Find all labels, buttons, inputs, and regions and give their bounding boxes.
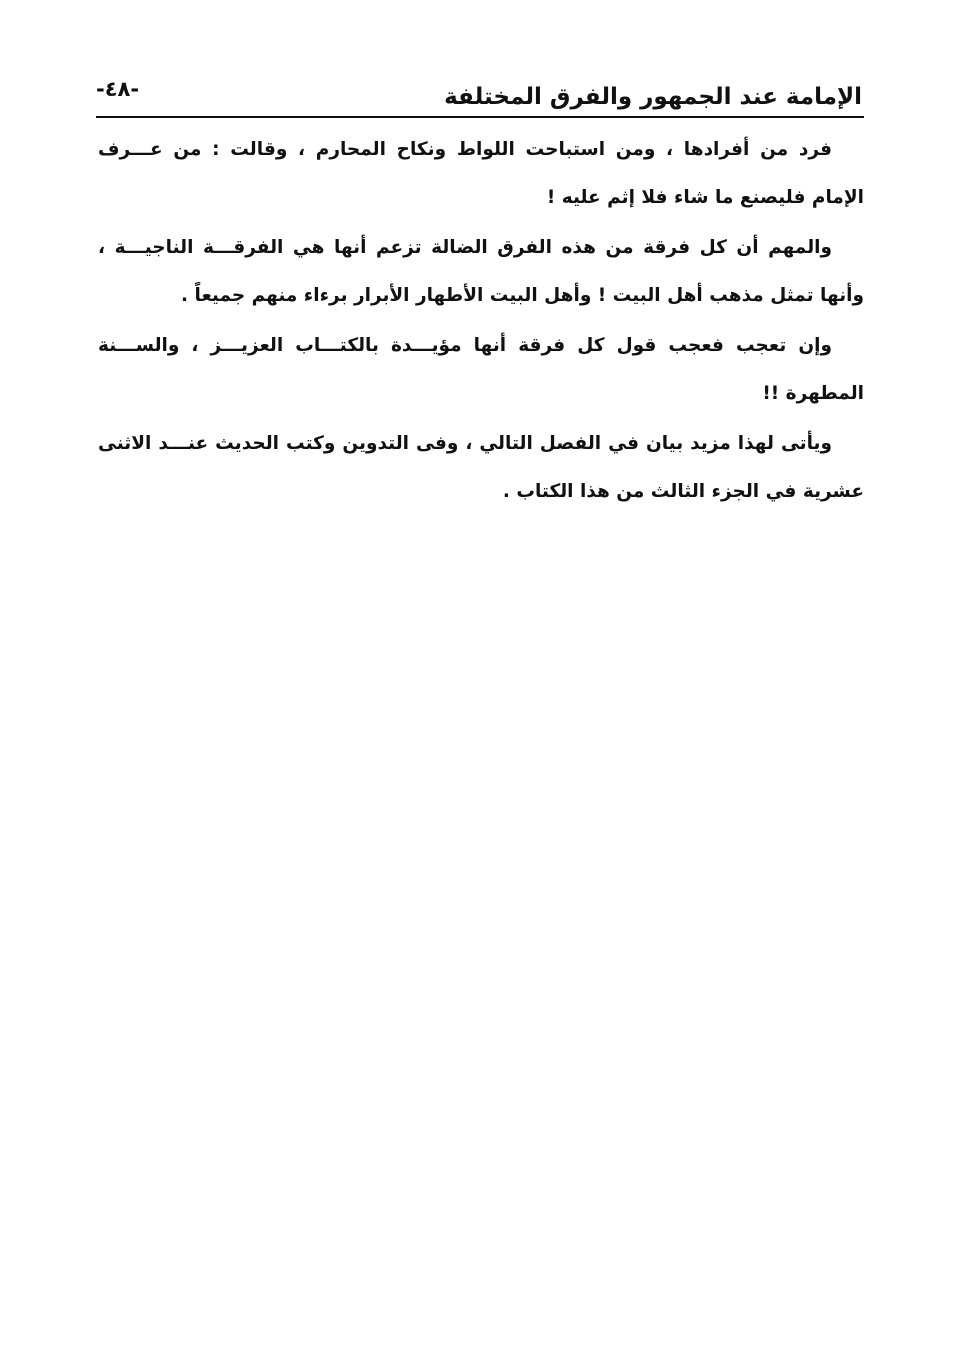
paragraph-3: وإن تعجب فعجب قول كل فرقة أنها مؤيـــدة بالكتـــاب العزيـــز ، والســـنة المطهرة !!: [98, 335, 864, 404]
paragraph-1: فرد من أفرادها ، ومن استباحت اللواط ونكاح المحارم ، وقالت : من عـــرف الإمام فليصنع ما شاء فلا إثم عليه !: [98, 139, 864, 208]
running-title: الإمامة عند الجمهور والفرق المختلفة: [444, 84, 862, 110]
body-text: [98, 126, 864, 516]
header-divider: [96, 116, 864, 118]
paragraph-4: ويأتى لهذا مزيد بيان في الفصل التالي ، وفى التدوين وكتب الحديث عنـــد الاثنى عشرية في الجزء الثالث من هذا الكتاب .: [98, 433, 864, 502]
page-number: -٤٨-: [96, 77, 140, 101]
paragraph-2: والمهم أن كل فرقة من هذه الفرق الضالة تزعم أنها هي الفرقـــة الناجيـــة ، وأنها تمثل مذهب أهل البيت ! وأهل البيت الأطهار الأبرار برءاء منهم جميعاً .: [98, 237, 864, 306]
